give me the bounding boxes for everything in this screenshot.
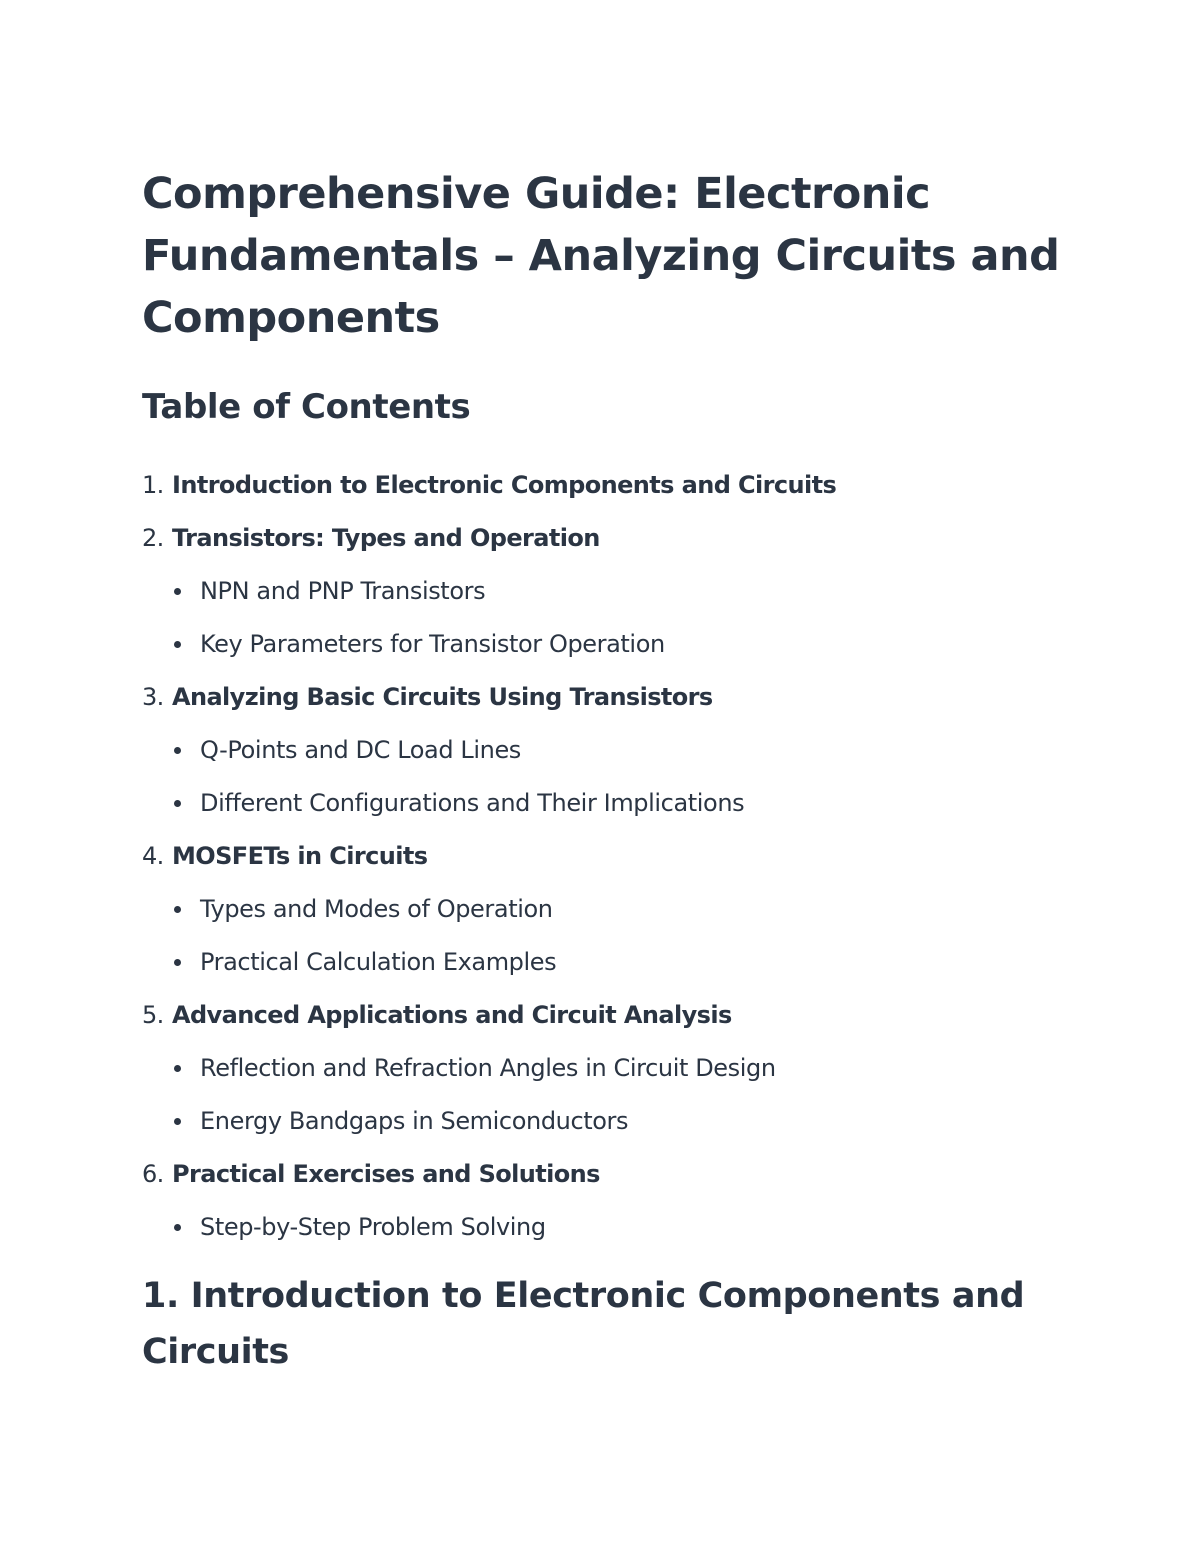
toc-subitem-label: Types and Modes of Operation bbox=[200, 895, 553, 923]
toc-subitem-label: Step-by-Step Problem Solving bbox=[200, 1213, 546, 1241]
bullet-icon bbox=[174, 747, 181, 754]
toc-number: 6. bbox=[142, 1160, 164, 1188]
toc-number: 5. bbox=[142, 1001, 164, 1029]
toc-subitem[interactable] bbox=[142, 618, 1062, 671]
table-of-contents bbox=[142, 459, 1062, 1254]
toc-entry[interactable] bbox=[142, 459, 1062, 512]
toc-subitem[interactable] bbox=[142, 724, 1062, 777]
toc-label: MOSFETs in Circuits bbox=[172, 842, 428, 870]
toc-sublist bbox=[142, 724, 1062, 830]
toc-sublist bbox=[142, 883, 1062, 989]
toc-number: 4. bbox=[142, 842, 164, 870]
toc-item-4 bbox=[142, 830, 1062, 989]
toc-subitem-label: Different Configurations and Their Implications bbox=[200, 789, 745, 817]
toc-heading: Table of Contents bbox=[142, 387, 471, 427]
toc-subitem[interactable] bbox=[142, 777, 1062, 830]
toc-subitem-label: Energy Bandgaps in Semiconductors bbox=[200, 1107, 629, 1135]
toc-label: Transistors: Types and Operation bbox=[172, 524, 600, 552]
toc-subitem[interactable] bbox=[142, 565, 1062, 618]
toc-item-5 bbox=[142, 989, 1062, 1148]
bullet-icon bbox=[174, 959, 181, 966]
bullet-icon bbox=[174, 800, 181, 807]
toc-item-6 bbox=[142, 1148, 1062, 1254]
toc-subitem[interactable] bbox=[142, 1095, 1062, 1148]
toc-number: 1. bbox=[142, 471, 164, 499]
toc-item-3 bbox=[142, 671, 1062, 830]
toc-subitem-label: Q-Points and DC Load Lines bbox=[200, 736, 521, 764]
toc-label: Introduction to Electronic Components and Circuits bbox=[172, 471, 837, 499]
toc-subitem-label: Key Parameters for Transistor Operation bbox=[200, 630, 665, 658]
document-page bbox=[142, 163, 1062, 1380]
toc-label: Practical Exercises and Solutions bbox=[172, 1160, 600, 1188]
bullet-icon bbox=[174, 588, 181, 595]
toc-sublist bbox=[142, 1042, 1062, 1148]
toc-subitem-label: Practical Calculation Examples bbox=[200, 948, 557, 976]
toc-entry[interactable] bbox=[142, 671, 1062, 724]
toc-label: Analyzing Basic Circuits Using Transistors bbox=[172, 683, 713, 711]
toc-item-2 bbox=[142, 512, 1062, 671]
toc-entry[interactable] bbox=[142, 989, 1062, 1042]
toc-number: 3. bbox=[142, 683, 164, 711]
toc-entry[interactable] bbox=[142, 512, 1062, 565]
toc-sublist bbox=[142, 565, 1062, 671]
bullet-icon bbox=[174, 906, 181, 913]
toc-item-1 bbox=[142, 459, 1062, 512]
bullet-icon bbox=[174, 1224, 181, 1231]
toc-number: 2. bbox=[142, 524, 164, 552]
toc-entry[interactable] bbox=[142, 1148, 1062, 1201]
document-title: Comprehensive Guide: Electronic Fundamentals – Analyzing Circuits and Components bbox=[142, 169, 1060, 343]
bullet-icon bbox=[174, 1065, 181, 1072]
toc-sublist bbox=[142, 1201, 1062, 1254]
bullet-icon bbox=[174, 1118, 181, 1125]
section-heading: 1. Introduction to Electronic Components and Circuits bbox=[142, 1276, 1025, 1372]
bullet-icon bbox=[174, 641, 181, 648]
toc-entry[interactable] bbox=[142, 830, 1062, 883]
toc-subitem[interactable] bbox=[142, 883, 1062, 936]
toc-subitem[interactable] bbox=[142, 1201, 1062, 1254]
toc-subitem[interactable] bbox=[142, 936, 1062, 989]
toc-subitem-label: Reflection and Refraction Angles in Circuit Design bbox=[200, 1054, 776, 1082]
toc-label: Advanced Applications and Circuit Analysis bbox=[172, 1001, 732, 1029]
toc-subitem-label: NPN and PNP Transistors bbox=[200, 577, 486, 605]
toc-subitem[interactable] bbox=[142, 1042, 1062, 1095]
